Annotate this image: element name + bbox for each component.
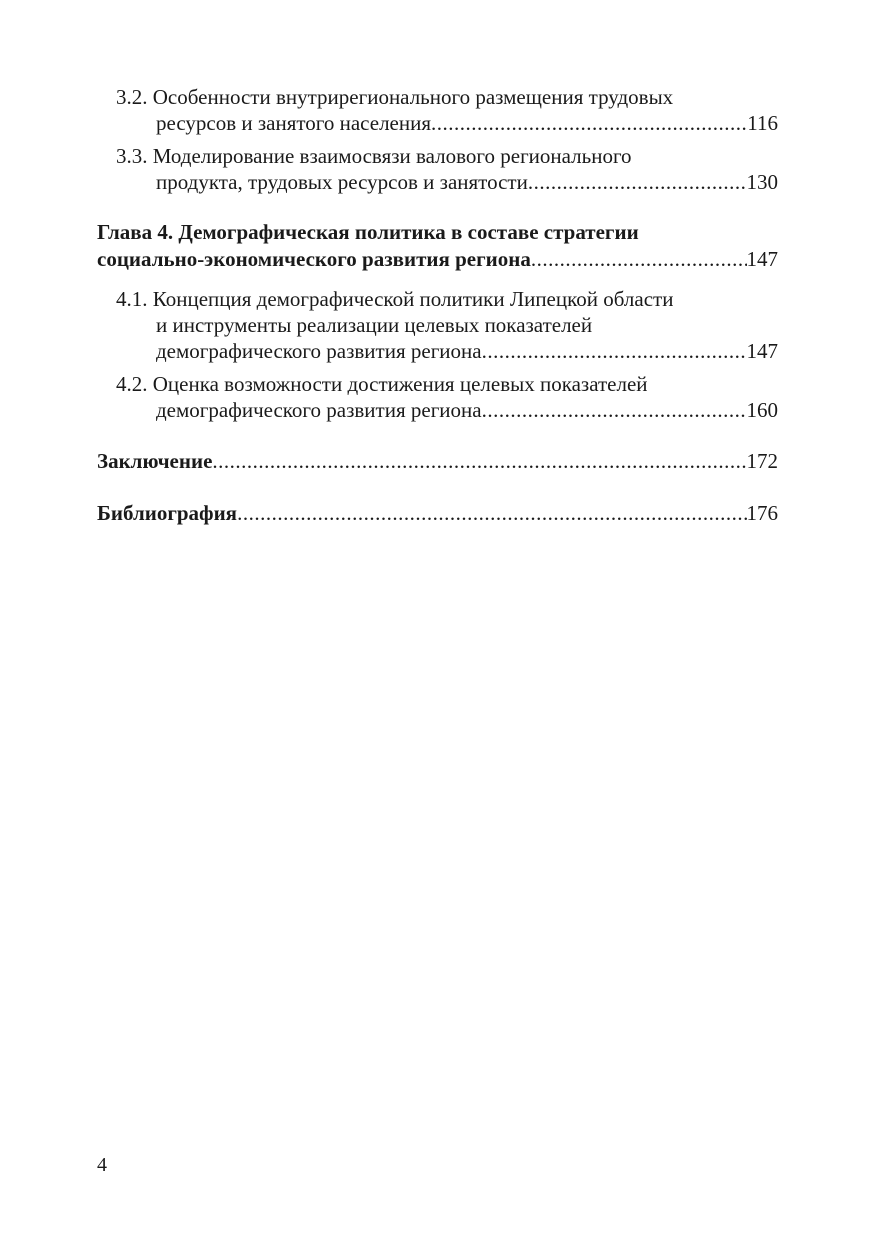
toc-page-number: 147 bbox=[746, 247, 778, 271]
toc-conclusion bbox=[97, 448, 778, 474]
toc-entry-title: социально-экономического развития региона bbox=[97, 247, 531, 271]
toc-entry-title: Библиография bbox=[97, 501, 238, 525]
toc-entry-title: ресурсов и занятого населения bbox=[156, 111, 432, 135]
toc-entry-4-1-line2: и инструменты реализации целевых показателей bbox=[156, 313, 593, 337]
dot-leader bbox=[482, 397, 747, 423]
toc-entry-3-2-line1: 3.2. Особенности внутрирегионального размещения трудовых bbox=[116, 85, 674, 109]
dot-leader bbox=[237, 500, 746, 526]
toc-entry-title: демографического развития региона bbox=[156, 398, 482, 422]
toc-entry-title: демографического развития региона bbox=[156, 339, 482, 363]
dot-leader bbox=[212, 448, 746, 474]
dot-leader bbox=[431, 110, 747, 136]
dot-leader bbox=[528, 169, 747, 195]
toc-entry-3-2-line2 bbox=[156, 110, 778, 136]
toc-entry-3-3-line1: 3.3. Моделирование взаимосвязи валового регионального bbox=[116, 144, 632, 168]
toc-page-number: 160 bbox=[746, 398, 778, 422]
toc-page-number: 176 bbox=[746, 501, 778, 525]
toc-entry-4-2-line2 bbox=[156, 397, 778, 423]
toc-page-number: 172 bbox=[746, 449, 778, 473]
toc-bibliography bbox=[97, 500, 778, 526]
toc-entry-4-2-line1: 4.2. Оценка возможности достижения целевых показателей bbox=[116, 372, 648, 396]
toc-entry-title: Заключение bbox=[97, 449, 213, 473]
toc-entry-3-3-line2 bbox=[156, 169, 778, 195]
toc-entry-4-1-line3 bbox=[156, 338, 778, 364]
toc-chapter-4-line2 bbox=[97, 246, 778, 272]
toc-entry-title: продукта, трудовых ресурсов и занятости bbox=[156, 170, 528, 194]
toc-chapter-4-line1: Глава 4. Демографическая политика в составе стратегии bbox=[97, 220, 639, 244]
toc-page-number: 130 bbox=[746, 170, 778, 194]
dot-leader bbox=[482, 338, 747, 364]
toc-page-number: 116 bbox=[747, 111, 778, 135]
toc-entry-4-1-line1: 4.1. Концепция демографической политики Липецкой области bbox=[116, 287, 674, 311]
toc-page-number: 147 bbox=[746, 339, 778, 363]
page-number: 4 bbox=[97, 1154, 107, 1176]
dot-leader bbox=[531, 246, 747, 272]
